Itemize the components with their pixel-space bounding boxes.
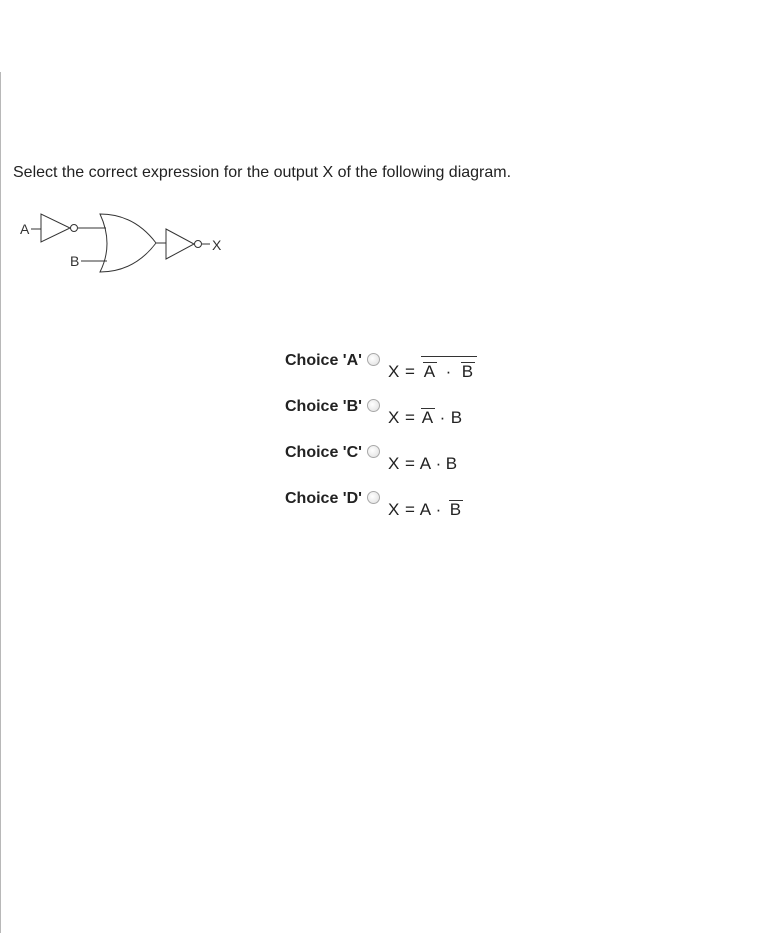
or-gate bbox=[100, 214, 156, 272]
choice-d bbox=[285, 488, 525, 534]
choice-d-label: Choice 'D' bbox=[285, 490, 362, 507]
left-border bbox=[0, 72, 1, 933]
input-b-label: B bbox=[70, 253, 80, 269]
choice-b-radio[interactable] bbox=[367, 399, 380, 412]
question-text: Select the correct expression for the output X of the following diagram. bbox=[13, 164, 512, 181]
choice-c-expression: X = A · B bbox=[388, 454, 458, 473]
choice-c-label: Choice 'C' bbox=[285, 444, 362, 461]
choice-b bbox=[285, 396, 525, 442]
choice-a bbox=[285, 350, 525, 396]
choice-a-label: Choice 'A' bbox=[285, 352, 362, 369]
input-a-label: A bbox=[20, 221, 30, 237]
choice-c-radio[interactable] bbox=[367, 445, 380, 458]
choice-d-expression: X = A · B bbox=[388, 500, 462, 519]
not-gate-output bbox=[166, 229, 202, 259]
choice-c bbox=[285, 442, 525, 488]
choice-d-radio[interactable] bbox=[367, 491, 380, 504]
choice-b-label: Choice 'B' bbox=[285, 398, 362, 415]
choice-a-expression: X = A · B bbox=[388, 362, 474, 381]
choices-list bbox=[285, 350, 525, 534]
logic-circuit-diagram bbox=[14, 204, 244, 284]
output-x-label: X bbox=[212, 237, 222, 253]
choice-b-expression: X = A · B bbox=[388, 408, 463, 427]
not-gate-a bbox=[41, 214, 78, 242]
choice-a-radio[interactable] bbox=[367, 353, 380, 366]
